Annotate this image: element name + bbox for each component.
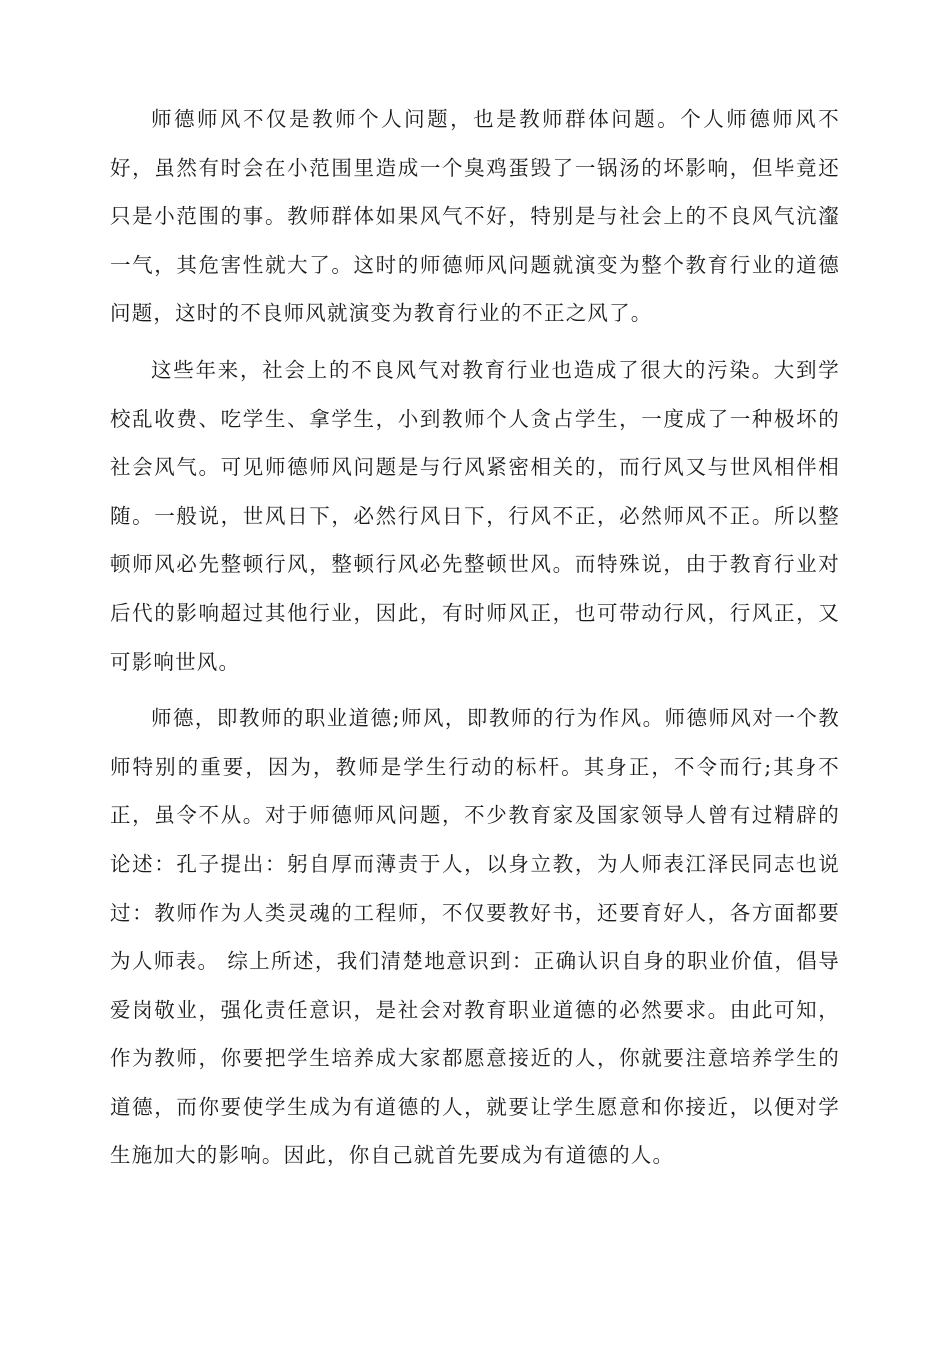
paragraph-1: 师德师风不仅是教师个人问题，也是教师群体问题。个人师德师风不好，虽然有时会在小范围里造成一个臭鸡蛋毁了一锅汤的坏影响，但毕竟还只是小范围的事。教师群体如果风气不好，特别是与社会上的不良风气沆瀣一气，其危害性就大了。这时的师德师风问题就演变为整个教育行业的道德问题，这时的不良师风就演变为教育行业的不正之风了。 <box>110 107 840 326</box>
document-body <box>110 95 840 1188</box>
paragraph-3: 师德，即教师的职业道德;师风，即教师的行为作风。师德师风对一个教师特别的重要，因为，教师是学生行动的标杆。其身正，不令而行;其身不正，虽令不从。对于师德师风问题，不少教育家及国家领导人曾有过精辟的论述：孔子提出：躬自厚而薄责于人，以身立教，为人师表江泽民同志也说过：教师作为人类灵魂的工程师，不仅要教好书，还要育好人，各方面都要为人师表。 综上所述，我们清楚地意识到：正确认识自身的职业价值，倡导爱岗敬业，强化责任意识，是社会对教育职业道德的必然要求。由此可知，作为教师，你要把学生培养成大家都愿意接近的人，你就要注意培养学生的道德，而你要使学生成为有道德的人，就要让学生愿意和你接近，以便对学生施加大的影响。因此，你自己就首先要成为有道德的人。 <box>110 706 840 1168</box>
paragraph-2: 这些年来，社会上的不良风气对教育行业也造成了很大的污染。大到学校乱收费、吃学生、拿学生，小到教师个人贪占学生，一度成了一种极坏的社会风气。可见师德师风问题是与行风紧密相关的，而行风又与世风相伴相随。一般说，世风日下，必然行风日下，行风不正，必然师风不正。所以整顿师风必先整顿行风，整顿行风必先整顿世风。而特殊说，由于教育行业对后代的影响超过其他行业，因此，有时师风正，也可带动行风，行风正，又可影响世风。 <box>110 357 840 674</box>
